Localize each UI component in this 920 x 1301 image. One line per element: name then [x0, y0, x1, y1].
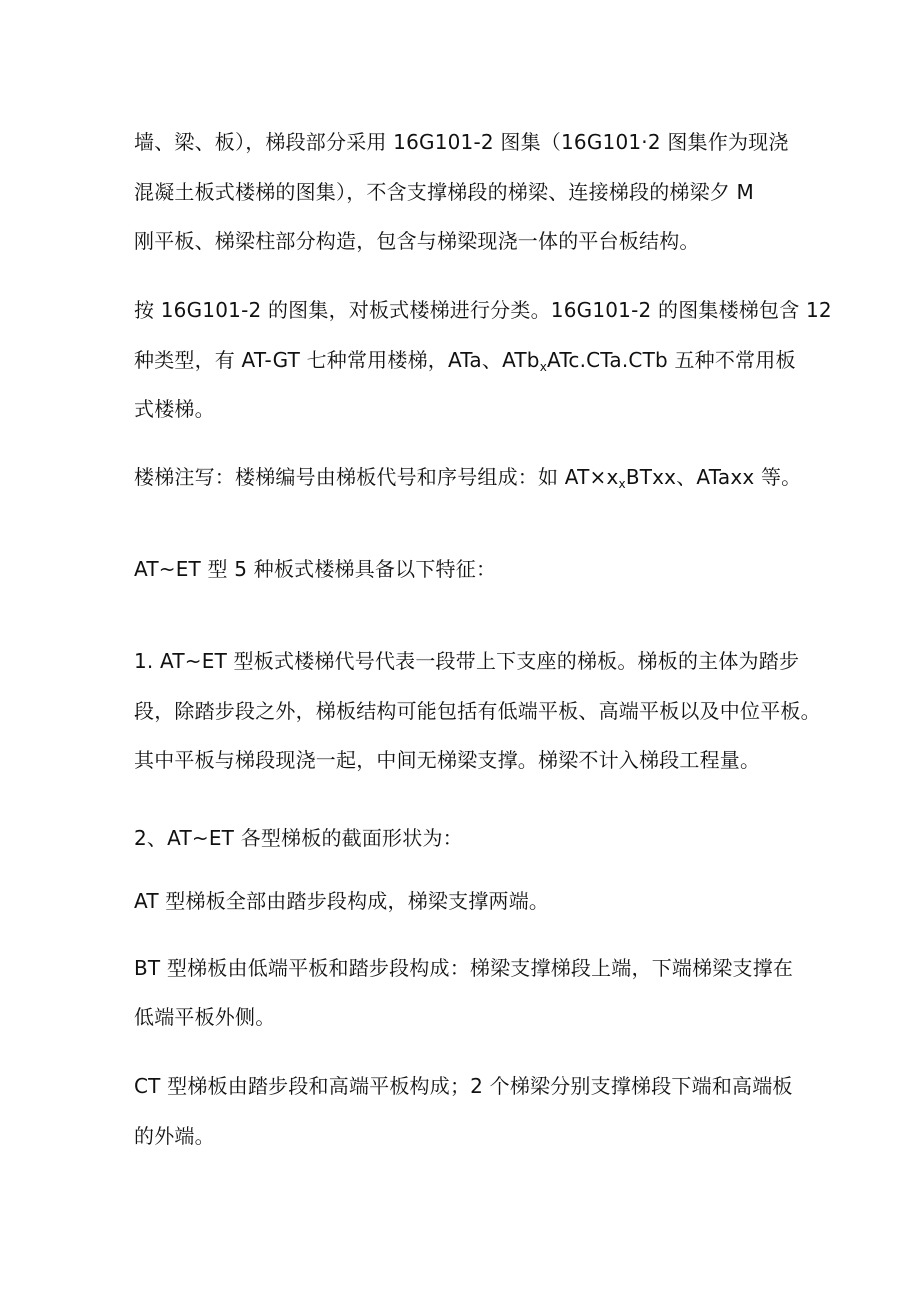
at-paragraph: AT 型梯板全部由踏步段构成，梯梁支撑两端。	[134, 889, 550, 913]
item2-heading: 2、AT~ET 各型梯板的截面形状为：	[134, 826, 463, 850]
naming-part-a: 楼梯注写：楼梯编号由梯板代号和序号组成：如 AT×x	[134, 465, 619, 489]
ct-line-2: 的外端。	[134, 1124, 215, 1148]
classification-line-2-part-a: 种类型，有 AT-GT 七种常用楼梯，ATa、ATb	[134, 348, 540, 372]
intro-line-3: 刚平板、梯梁柱部分构造，包含与梯梁现浇一体的平台板结构。	[134, 229, 700, 253]
classification-line-2-part-b: ATc.CTa.CTb 五种不常用板	[547, 348, 796, 372]
item1-line-3: 其中平板与梯段现浇一起，中间无梯梁支撑。梯梁不计入梯段工程量。	[134, 748, 761, 772]
item1-line-2: 段，除踏步段之外，梯板结构可能包括有低端平板、高端平板以及中位平板。	[134, 699, 821, 723]
naming-line	[134, 463, 801, 491]
features-heading: AT~ET 型 5 种板式楼梯具备以下特征：	[134, 557, 497, 581]
intro-line-2: 混凝土板式楼梯的图集），不含支撑梯段的梯梁、连接梯段的梯梁夕 M	[134, 180, 755, 204]
ct-line-1: CT 型梯板由踏步段和高端平板构成；2 个梯梁分别支撑梯段下端和高端板	[134, 1074, 793, 1098]
classification-line-3: 式楼梯。	[134, 397, 215, 421]
intro-line-1: 墙、梁、板），梯段部分采用 16G101-2 图集（16G101·2 图集作为现浇	[134, 130, 789, 154]
naming-subscript: x	[618, 477, 626, 491]
item1-line-1: 1. AT~ET 型板式楼梯代号代表一段带上下支座的梯板。梯板的主体为踏步	[134, 649, 800, 673]
classification-line-1: 按 16G101-2 的图集，对板式楼梯进行分类。16G101-2 的图集楼梯包含 12	[134, 298, 832, 322]
bt-line-2: 低端平板外侧。	[134, 1005, 276, 1029]
classification-subscript: x	[539, 360, 548, 374]
naming-part-b: BTxx、ATaxx 等。	[625, 465, 802, 489]
bt-line-1: BT 型梯板由低端平板和踏步段构成：梯梁支撑梯段上端，下端梯梁支撑在	[134, 956, 794, 980]
classification-line-2	[134, 346, 796, 374]
